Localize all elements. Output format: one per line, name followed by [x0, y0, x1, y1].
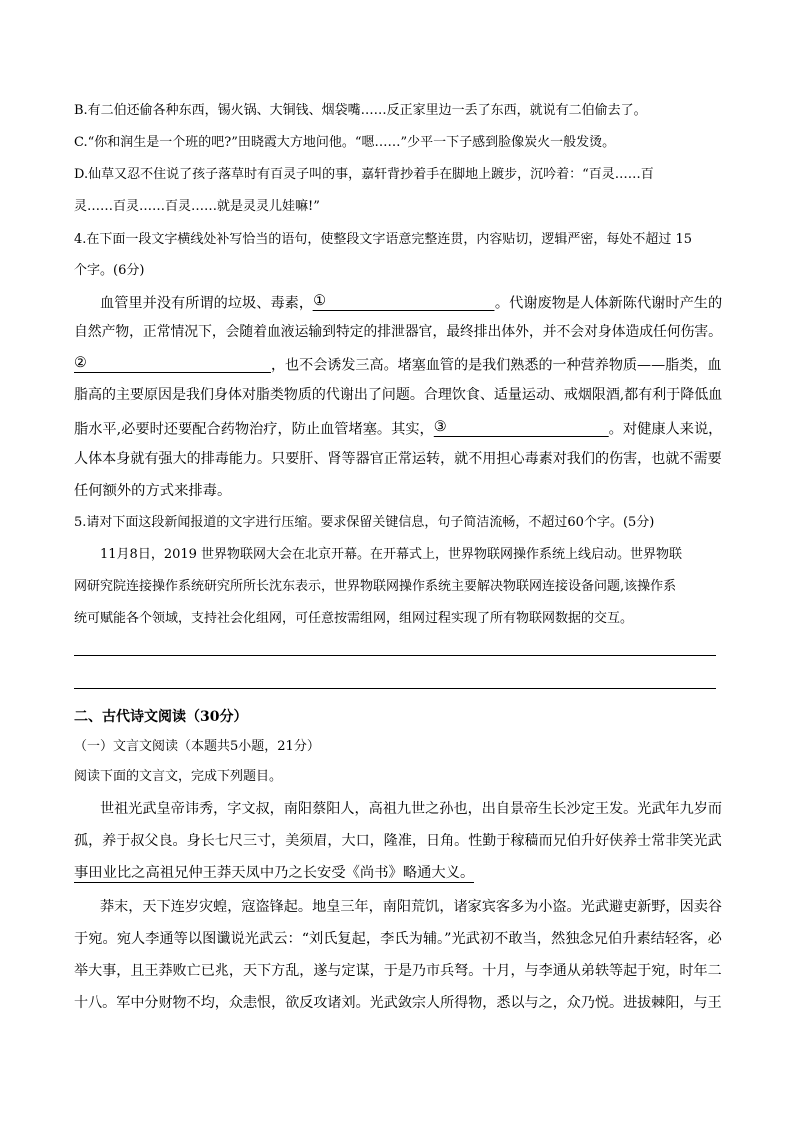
q4-passage-line5: [74, 420, 722, 437]
option-b: B.有二伯还偷各种东西，锡火锅、大铜钱、烟袋嘴……反正家里边一丢了东西，就说有二伯偷去了。: [74, 103, 647, 118]
q5-passage-line2: 网研究院连接操作系统研究所所长沈东表示，世界物联网操作系统主要解决物联网连接设备问题,该操作系: [74, 579, 677, 594]
subsection-title: （一）文言文阅读（本题共5小题，21分）: [74, 739, 320, 754]
classical-text-line: 十八。军中分财物不均，众恚恨，欲反攻诸刘。光武敛宗人所得物，悉以与之，众乃悦。进拔棘阳，与王: [74, 995, 722, 1011]
blank-number: ③: [433, 419, 447, 435]
option-d-line1: D.仙草又忍不住说了孩子落草时有百灵子叫的事，嘉轩背抄着手在脚地上踱步，沉吟着：“百灵……百: [74, 167, 654, 182]
reading-instruction: 阅读下面的文言文，完成下列题目。: [74, 769, 283, 784]
blank-number: ①: [313, 293, 326, 309]
classical-text-line: 莽末，天下连岁灾蝗，寇盗锋起。地皇三年，南阳荒饥，诸家宾客多为小盗。光武避吏新野，因卖谷: [100, 899, 723, 915]
blank-number: ②: [74, 355, 87, 371]
answer-line-2[interactable]: [74, 688, 716, 689]
answer-blank-3[interactable]: [434, 420, 609, 437]
q4-text: ，也不会诱发三高。堵塞血管的是我们熟悉的一种营养物质——脂类，血: [270, 357, 722, 374]
q4-passage-line6: 人体本身就有强大的排毒能力。只要肝、肾等器官正常运转，就不用担心毒素对我们的伤害，也就不需要: [74, 451, 722, 467]
q5-prompt: 5.请对下面这段新闻报道的文字进行压缩。要求保留关键信息，句子简洁流畅，不超过60个字。(5分): [74, 515, 655, 530]
classical-text-line-underlined: [74, 866, 474, 880]
q4-passage-line3: [74, 356, 722, 373]
q4-passage-line7: 任何额外的方式来排毒。: [74, 483, 232, 499]
q4-text: 。对健康人来说，: [608, 421, 723, 438]
q4-passage-line4: 脂高的主要原因是我们身体对脂类物质的代谢出了问题。合理饮食、适量运动、戒烟限酒,都有利于降低血: [74, 387, 723, 403]
option-c: C.“你和润生是一个班的吧?”田晓霞大方地问他。“嗯……”少平一下子感到脸像炭火一般发烫。: [74, 135, 616, 150]
q4-text: 脂水平,必要时还要配合药物治疗，防止血管堵塞。其实，: [74, 421, 434, 438]
classical-text-line: 孤，养于叔父良。身长七尺三寸，美须眉，大口，隆准，日角。性勤于稼穑而兄伯升好侠养士常非笑光武: [74, 833, 722, 849]
section-title: 二、古代诗文阅读（30分）: [74, 709, 248, 725]
classical-text-line: 世祖光武皇帝讳秀，字文叔，南阳蔡阳人，高祖九世之孙也，出自景帝生长沙定王发。光武年九岁而: [100, 801, 723, 817]
q4-text: 。代谢废物是人体新陈代谢时产生的: [494, 295, 723, 312]
q4-passage-line1: [100, 294, 722, 311]
q5-passage-line1: 11月8日，2019 世界物联网大会在北京开幕。在开幕式上，世界物联网操作系统上线启动。世界物联: [100, 547, 683, 562]
answer-blank-2[interactable]: [74, 356, 271, 373]
q4-prompt-line1: 4.在下面一段文字横线处补写恰当的语句，使整段文字语意完整连贯，内容贴切，逻辑严密，每处不超过 15: [74, 232, 693, 247]
classical-text-line: 于宛。宛人李通等以图谶说光武云：“刘氏复起，李氏为辅。”光武初不敢当，然独念兄伯升素结轻客，必: [74, 931, 722, 947]
answer-line-1[interactable]: [74, 655, 716, 656]
q4-prompt-line2: 个字。(6分): [74, 263, 145, 278]
option-d-line2: 灵……百灵……百灵……就是灵灵儿娃嘛!”: [74, 199, 320, 214]
q4-passage-line2: 自然产物，正常情况下，会随着血液运输到特定的排泄器官，最终排出体外，并不会对身体造成任何伤害。: [74, 324, 722, 340]
classical-text-line: 举大事，且王莽败亡已兆，天下方乱，遂与定谋，于是乃市兵弩。十月，与李通从弟轶等起于宛，时年二: [74, 963, 722, 979]
q5-passage-line3: 统可赋能各个领域，支持社会化组网，可任意按需组网，组网过程实现了所有物联网数据的交互。: [74, 611, 634, 626]
answer-blank-1[interactable]: [313, 294, 495, 311]
q4-text: 血管里并没有所谓的垃圾、毒素，: [100, 295, 314, 312]
underlined-sentence: 事田业比之高祖兄仲王莽天凤中乃之长安受《尚书》略通大义。: [74, 865, 475, 881]
